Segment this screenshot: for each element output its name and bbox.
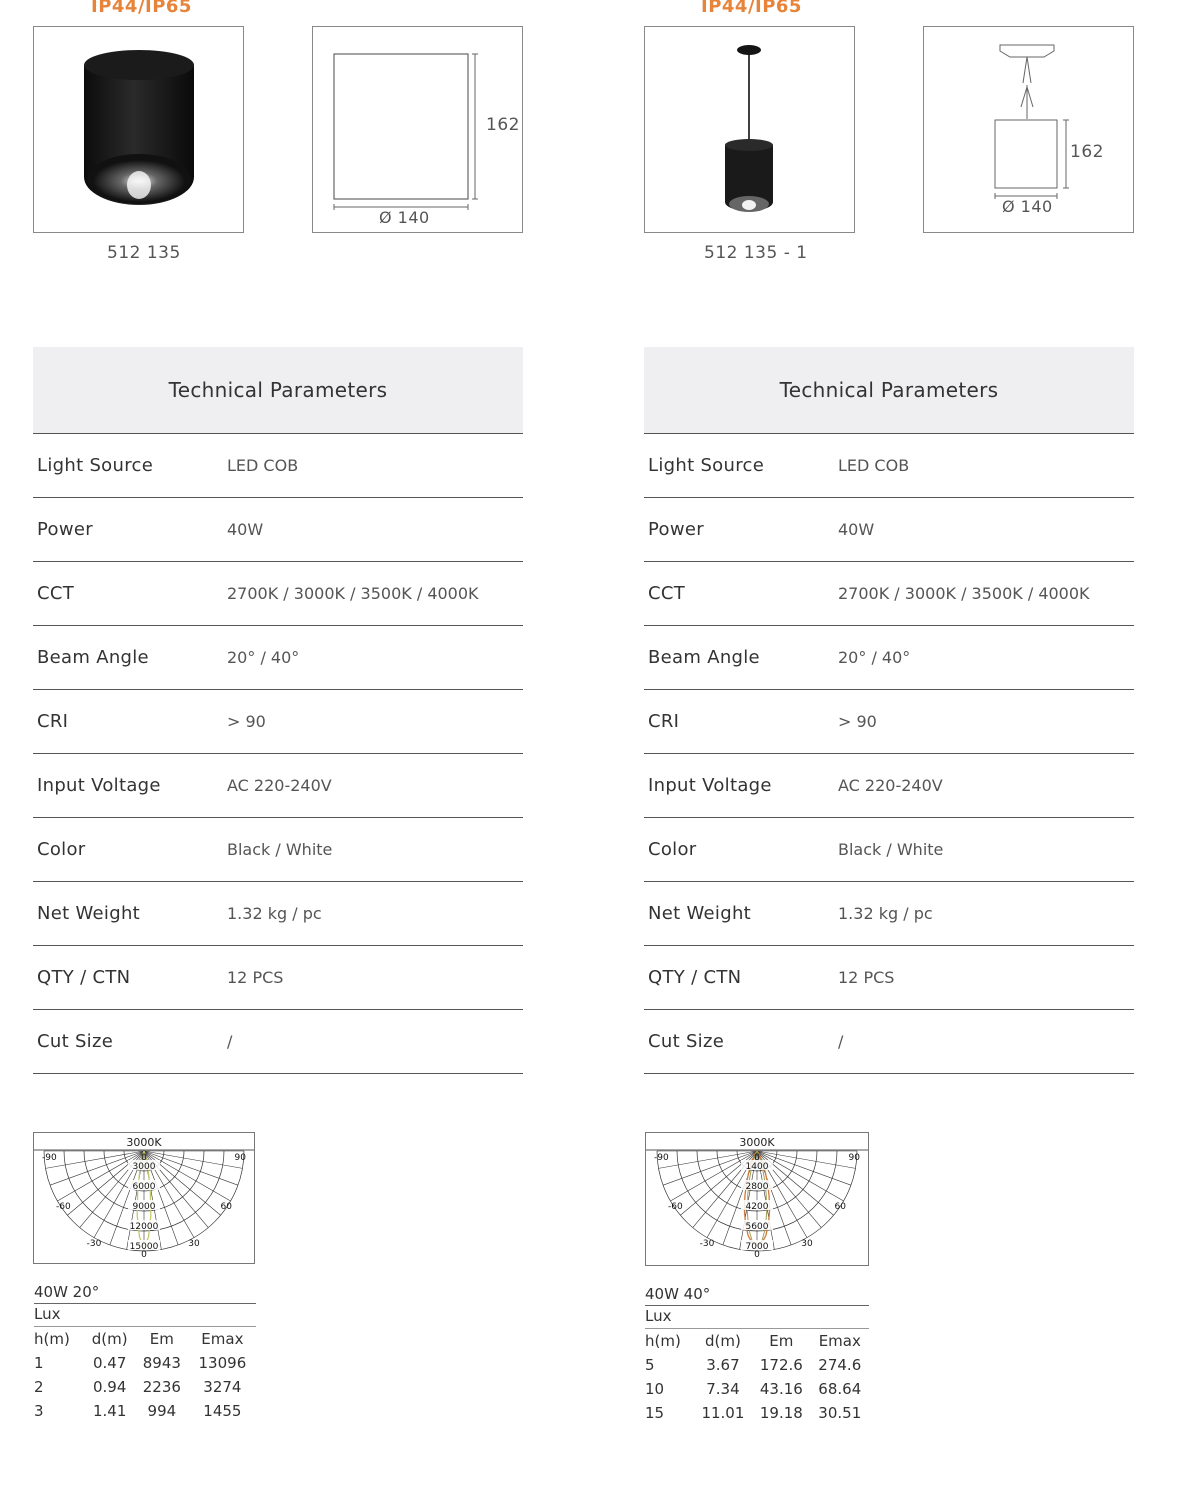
table-cell: 43.16 xyxy=(759,1380,803,1398)
param-key: CCT xyxy=(37,583,75,604)
polar-angle-label: -30 xyxy=(86,1239,102,1249)
dimension-drawing-frame xyxy=(923,26,1134,233)
table-row xyxy=(34,1375,256,1399)
table-cell: 15 xyxy=(645,1404,665,1422)
param-row xyxy=(33,754,523,818)
param-value: 12 PCS xyxy=(227,968,284,987)
column-header: h(m) xyxy=(34,1330,70,1348)
table-cell: 0.94 xyxy=(93,1378,127,1396)
height-dimension: 162 xyxy=(1070,142,1104,162)
table-row xyxy=(645,1353,869,1377)
param-value: 2700K / 3000K / 3500K / 4000K xyxy=(838,584,1090,603)
surface-cylinder-downlight-icon xyxy=(34,27,243,232)
table-cell: 0.47 xyxy=(93,1354,127,1372)
polar-angle-label: -90 xyxy=(42,1153,57,1163)
polar-angle-label: -90 xyxy=(654,1153,669,1163)
param-value: / xyxy=(227,1032,233,1051)
table-cell: 2236 xyxy=(142,1378,181,1396)
param-row xyxy=(644,1010,1134,1074)
table-cell: 11.01 xyxy=(701,1404,745,1422)
ip-rating-label: IP44/IP65 xyxy=(701,0,802,17)
table-cell: 10 xyxy=(645,1380,665,1398)
illuminance-title: 40W 20° xyxy=(34,1283,256,1304)
table-cell: 274.6 xyxy=(818,1356,862,1374)
param-row xyxy=(33,1010,523,1074)
column-header: d(m) xyxy=(91,1330,128,1348)
polar-angle-label: 0 xyxy=(141,1250,147,1260)
polar-curve-icon xyxy=(646,1133,868,1265)
tech-params-title: Technical Parameters xyxy=(33,347,523,434)
polar-angle-label: 90 xyxy=(234,1153,246,1163)
polar-ring-label: 7000 xyxy=(745,1242,769,1252)
param-value: AC 220-240V xyxy=(838,776,943,795)
diameter-dimension: Ø 140 xyxy=(379,208,430,227)
param-row xyxy=(33,626,523,690)
param-value: LED COB xyxy=(227,456,299,475)
param-key: Net Weight xyxy=(648,903,752,924)
param-row xyxy=(33,690,523,754)
param-key: Input Voltage xyxy=(37,775,161,796)
param-key: CCT xyxy=(648,583,686,604)
param-value: 40W xyxy=(227,520,264,539)
param-row xyxy=(33,946,523,1010)
param-key: Input Voltage xyxy=(648,775,772,796)
param-row xyxy=(33,562,523,626)
param-row xyxy=(644,818,1134,882)
model-number: 512 135 - 1 xyxy=(704,243,808,263)
param-key: Power xyxy=(37,519,93,540)
param-key: CRI xyxy=(648,711,680,732)
table-cell: 68.64 xyxy=(818,1380,862,1398)
polar-angle-label: 30 xyxy=(801,1239,813,1249)
polar-ring-label: 2800 xyxy=(745,1182,769,1192)
polar-cct-label: 3000K xyxy=(126,1136,162,1149)
table-cell: 172.6 xyxy=(759,1356,803,1374)
table-cell: 1455 xyxy=(203,1402,242,1420)
tech-params-title: Technical Parameters xyxy=(644,347,1134,434)
polar-angle-label: 60 xyxy=(834,1202,846,1212)
polar-curve-icon xyxy=(34,1133,254,1263)
column-header: d(m) xyxy=(705,1332,741,1350)
product-image-frame xyxy=(33,26,244,233)
illuminance-title: 40W 40° xyxy=(645,1285,869,1306)
polar-angle-label: 0 xyxy=(141,1153,147,1163)
param-key: Color xyxy=(648,839,697,860)
param-row xyxy=(33,818,523,882)
param-key: QTY / CTN xyxy=(37,967,131,988)
param-row xyxy=(644,690,1134,754)
param-key: Light Source xyxy=(37,455,154,476)
product-image-frame xyxy=(644,26,855,233)
tech-params-table xyxy=(644,347,1134,1074)
param-key: Beam Angle xyxy=(37,647,149,668)
polar-angle-label: 90 xyxy=(848,1153,860,1163)
diameter-dimension: Ø 140 xyxy=(1002,197,1053,216)
table-header-row xyxy=(645,1329,869,1353)
table-cell: 8943 xyxy=(142,1354,181,1372)
polar-ring-label: 9000 xyxy=(132,1202,156,1212)
param-row xyxy=(33,498,523,562)
table-header-row xyxy=(34,1327,256,1351)
illuminance-unit: Lux xyxy=(645,1306,869,1329)
param-row xyxy=(644,946,1134,1010)
ip-rating-label: IP44/IP65 xyxy=(91,0,192,17)
table-cell: 3 xyxy=(34,1402,44,1420)
polar-ring-label: 12000 xyxy=(129,1222,159,1232)
column-header: Emax xyxy=(818,1332,861,1350)
param-row xyxy=(33,882,523,946)
table-cell: 1.41 xyxy=(93,1402,127,1420)
param-key: Power xyxy=(648,519,704,540)
param-key: Net Weight xyxy=(37,903,141,924)
param-value: 40W xyxy=(838,520,875,539)
polar-cct-label: 3000K xyxy=(739,1136,775,1149)
column-header: Em xyxy=(149,1330,174,1348)
polar-diagram xyxy=(645,1132,869,1266)
param-value: Black / White xyxy=(838,840,944,859)
param-row xyxy=(644,498,1134,562)
polar-angle-label: -30 xyxy=(699,1239,715,1249)
param-row xyxy=(644,626,1134,690)
param-value: 20° / 40° xyxy=(838,648,911,667)
table-row xyxy=(34,1399,256,1423)
polar-angle-label: 60 xyxy=(220,1202,232,1212)
param-row xyxy=(644,434,1134,498)
polar-diagram xyxy=(33,1132,255,1264)
param-value: 20° / 40° xyxy=(227,648,300,667)
table-cell: 7.34 xyxy=(706,1380,740,1398)
param-row xyxy=(644,882,1134,946)
height-dimension: 162 xyxy=(486,115,520,135)
param-value: 1.32 kg / pc xyxy=(838,904,933,923)
param-row xyxy=(644,562,1134,626)
polar-angle-label: 0 xyxy=(754,1153,760,1163)
param-key: QTY / CTN xyxy=(648,967,742,988)
param-value: > 90 xyxy=(838,712,877,731)
param-key: Color xyxy=(37,839,86,860)
param-value: Black / White xyxy=(227,840,333,859)
illuminance-unit: Lux xyxy=(34,1304,256,1327)
polar-ring-label: 4200 xyxy=(745,1202,769,1212)
param-row xyxy=(644,754,1134,818)
table-cell: 1 xyxy=(34,1354,44,1372)
column-header: h(m) xyxy=(645,1332,681,1350)
column-header: Em xyxy=(769,1332,794,1350)
illuminance-block xyxy=(645,1285,869,1425)
param-key: Light Source xyxy=(648,455,765,476)
table-row xyxy=(645,1401,869,1425)
table-cell: 3.67 xyxy=(706,1356,740,1374)
table-cell: 5 xyxy=(645,1356,655,1374)
illuminance-table xyxy=(34,1327,256,1423)
param-value: 12 PCS xyxy=(838,968,895,987)
model-number: 512 135 xyxy=(107,243,181,263)
polar-ring-label: 1400 xyxy=(745,1162,769,1172)
table-cell: 2 xyxy=(34,1378,44,1396)
polar-ring-label: 6000 xyxy=(132,1182,156,1192)
param-value: LED COB xyxy=(838,456,910,475)
param-value: 1.32 kg / pc xyxy=(227,904,322,923)
table-row xyxy=(645,1377,869,1401)
param-value: / xyxy=(838,1032,844,1051)
table-cell: 30.51 xyxy=(818,1404,862,1422)
column-header: Emax xyxy=(201,1330,244,1348)
polar-ring-label: 5600 xyxy=(745,1222,769,1232)
polar-angle-label: -60 xyxy=(668,1202,683,1212)
polar-ring-label: 3000 xyxy=(132,1162,156,1172)
param-key: CRI xyxy=(37,711,69,732)
param-value: AC 220-240V xyxy=(227,776,332,795)
illuminance-block xyxy=(34,1283,256,1423)
table-cell: 994 xyxy=(147,1402,177,1420)
illuminance-table xyxy=(645,1329,869,1425)
pendant-cylinder-light-icon xyxy=(645,27,854,232)
param-key: Cut Size xyxy=(648,1031,725,1052)
param-key: Beam Angle xyxy=(648,647,760,668)
param-value: > 90 xyxy=(227,712,266,731)
polar-angle-label: -60 xyxy=(56,1202,71,1212)
table-row xyxy=(34,1351,256,1375)
tech-params-table xyxy=(33,347,523,1074)
param-value: 2700K / 3000K / 3500K / 4000K xyxy=(227,584,479,603)
dimension-drawing-frame xyxy=(312,26,523,233)
polar-angle-label: 0 xyxy=(754,1250,760,1260)
param-row xyxy=(33,434,523,498)
polar-ring-label: 15000 xyxy=(129,1242,159,1252)
table-cell: 19.18 xyxy=(759,1404,803,1422)
table-cell: 13096 xyxy=(198,1354,247,1372)
param-key: Cut Size xyxy=(37,1031,114,1052)
polar-angle-label: 30 xyxy=(188,1239,200,1249)
table-cell: 3274 xyxy=(203,1378,242,1396)
